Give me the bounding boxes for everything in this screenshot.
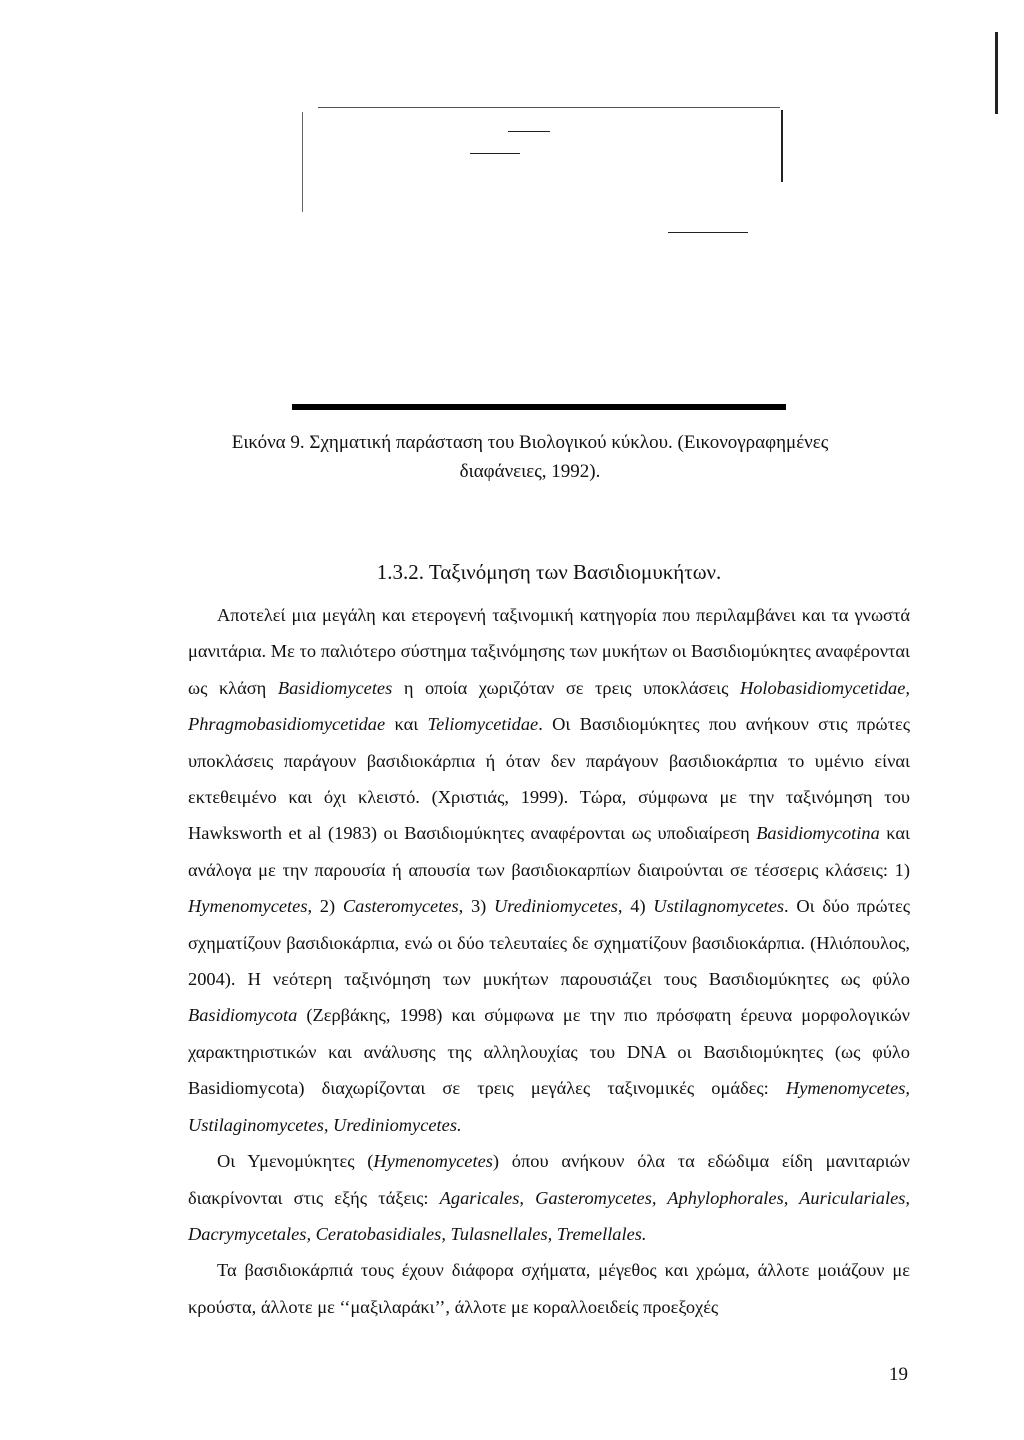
text-span: και ανάλογα με την παρουσία ή απουσία των βασιδιοκαρπίων διαιρούνται σε τέσσερις κλάσεις: 1)	[188, 823, 910, 880]
body-text	[188, 597, 910, 1325]
taxon-name: Holobasidiomycetidae, Phragmobasidiomycetidae	[188, 677, 911, 735]
text-span: , 4)	[617, 896, 654, 917]
figure-mark-line	[470, 153, 520, 154]
figure-bottom-bar	[292, 404, 786, 410]
text-span: . Οι Βασιδιομύκητες που ανήκουν στις πρώτες υποκλάσεις παράγουν βασιδιοκάρπια ή όταν δεν παράγουν βασιδιοκάρπια το υμένιο είναι εκτεθειμένο και όχι κλειστό. (Χριστιάς, 1999). Τώρα, σύμφωνα με την ταξινόμηση του Hawksworth et al (1983) οι Βασιδιομύκητες αναφέρονται ως υποδιαίρεση	[188, 714, 910, 844]
text-span: (Ζερβάκης, 1998) και σύμφωνα με την πιο πρόσφατη έρευνα μορφολογικών χαρακτηριστικών και ανάλυσης της αλληλουχίας του DNA οι Βασιδιομύκητες (ως φύλο Basidiomycota) διαχωρίζονται σε τρεις μεγάλες ταξινομικές ομάδες:	[188, 1005, 910, 1099]
taxon-name: Hymenomycetes, Ustilaginomycetes, Urediniomycetes.	[188, 1078, 910, 1135]
figure-top-line	[318, 107, 780, 108]
figure-edge-line	[995, 32, 998, 114]
figure-caption	[150, 428, 910, 486]
taxon-name: Basidiomycota	[188, 1005, 298, 1026]
text-span: Τα βασιδιοκάρπιά τους έχουν διάφορα σχήματα, μέγεθος και χρώμα, άλλοτε μοιάζουν με κρούστα, άλλοτε με ‘‘μαξιλαράκι’’, άλλοτε με κοραλλοειδείς προεξοχές	[188, 1260, 910, 1317]
paragraph	[188, 1143, 910, 1252]
taxon-name: Ustilagnomycetes	[653, 896, 785, 917]
taxon-name: Hymenomycetes	[373, 1151, 493, 1172]
taxon-name: Teliomycetidae	[427, 714, 539, 735]
text-span: ) όπου ανήκουν όλα τα εδώδιμα είδη μανιταριών διακρίνονται στις εξής τάξεις:	[188, 1151, 910, 1208]
caption-line: διαφάνειες, 1992).	[459, 461, 601, 482]
text-span: και	[385, 714, 428, 735]
text-span: . Οι δύο πρώτες σχηματίζουν βασιδιοκάρπια, ενώ οι δύο τελευταίες δε σχηματίζουν βασιδιοκάρπια. (Ηλιόπουλος, 2004). Η νεότερη ταξινόμηση των μυκήτων παρουσιάζει τους Βασιδιομύκητες ως φύλο	[188, 896, 910, 990]
text-span: η οποία χωριζόταν σε τρεις υποκλάσεις	[392, 677, 740, 698]
text-span: Αποτελεί μια μεγάλη και ετερογενή ταξινομική κατηγορία που περιλαμβάνει και τα γνωστά μανιτάρια. Με το παλιότερο σύστημα ταξινόμησης των μυκήτων οι Βασιδιομύκητες αναφέρονται ως κλάση	[188, 605, 910, 698]
taxon-name: Casteromycetes	[342, 896, 459, 917]
section-heading: 1.3.2. Ταξινόμηση των Βασιδιομυκήτων.	[376, 560, 722, 584]
taxon-name: Urediniomycetes	[494, 896, 618, 917]
figure-image-area	[0, 0, 1024, 420]
caption-line: Εικόνα 9. Σχηματική παράσταση του Βιολογικού κύκλου. (Εικονογραφημένες	[231, 432, 829, 453]
figure-mark-line	[508, 131, 550, 132]
taxon-name: Agaricales, Gasteromycetes, Aphylophorales, Auriculariales, Dacrymycetales, Ceratobasidiales, Tulasnellales, Tremellales.	[188, 1187, 910, 1244]
taxon-name: Basidiomycetes	[277, 677, 393, 698]
text-span: , 2)	[307, 896, 343, 917]
text-span: Οι Υμενομύκητες (	[217, 1151, 374, 1172]
page-number: 19	[889, 1364, 908, 1385]
paragraph	[188, 597, 910, 1143]
text-span: , 3)	[458, 896, 494, 917]
figure-mark-line	[668, 232, 748, 233]
figure-left-line	[302, 112, 303, 212]
figure-right-line	[781, 110, 783, 182]
taxon-name: Hymenomycetes	[188, 896, 308, 917]
paragraph	[188, 1252, 910, 1325]
taxon-name: Basidiomycotina	[756, 823, 880, 844]
